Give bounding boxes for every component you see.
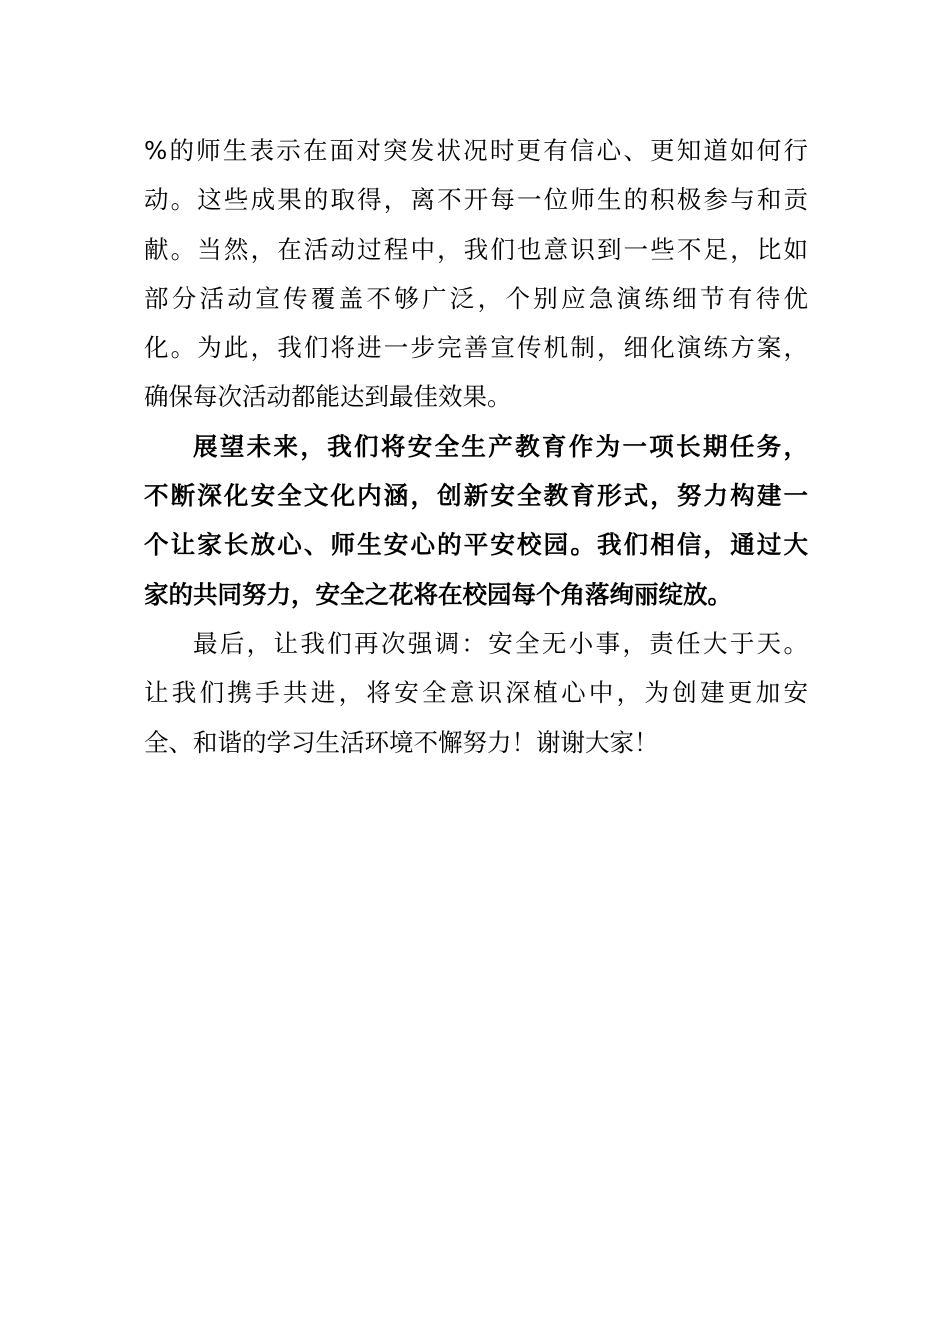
paragraph-closing xyxy=(144,619,808,767)
text-line: 全、和谐的学习生活环境不懈努力！谢谢大家！ xyxy=(144,727,659,757)
paragraph-outlook xyxy=(144,422,808,619)
text-line: 献。当然，在活动过程中，我们也意识到一些不足，比如 xyxy=(144,234,808,264)
paragraph-results xyxy=(144,126,808,422)
text-line: %的师生表示在面对突发状况时更有信心、更知道如何行 xyxy=(144,136,808,165)
text-line: 家的共同努力，安全之花将在校园每个角落绚丽绽放。 xyxy=(144,579,732,609)
text-line: 动。这些成果的取得，离不开每一位师生的积极参与和贡 xyxy=(144,185,808,215)
text-line: 化。为此，我们将进一步完善宣传机制，细化演练方案， xyxy=(144,333,808,363)
text-line: 个让家长放心、师生安心的平安校园。我们相信，通过大 xyxy=(144,530,808,560)
text-line: 最后，让我们再次强调：安全无小事，责任大于天。 xyxy=(193,628,808,658)
text-line: 让我们携手共进，将安全意识深植心中，为创建更加安 xyxy=(144,678,808,708)
text-line: 不断深化安全文化内涵，创新安全教育形式，努力构建一 xyxy=(144,481,808,511)
text-line: 部分活动宣传覆盖不够广泛，个别应急演练细节有待优 xyxy=(144,283,808,313)
text-line: 确保每次活动都能达到最佳效果。 xyxy=(144,382,512,412)
document-body xyxy=(144,126,808,767)
text-line: 展望未来，我们将安全生产教育作为一项长期任务， xyxy=(193,431,808,461)
